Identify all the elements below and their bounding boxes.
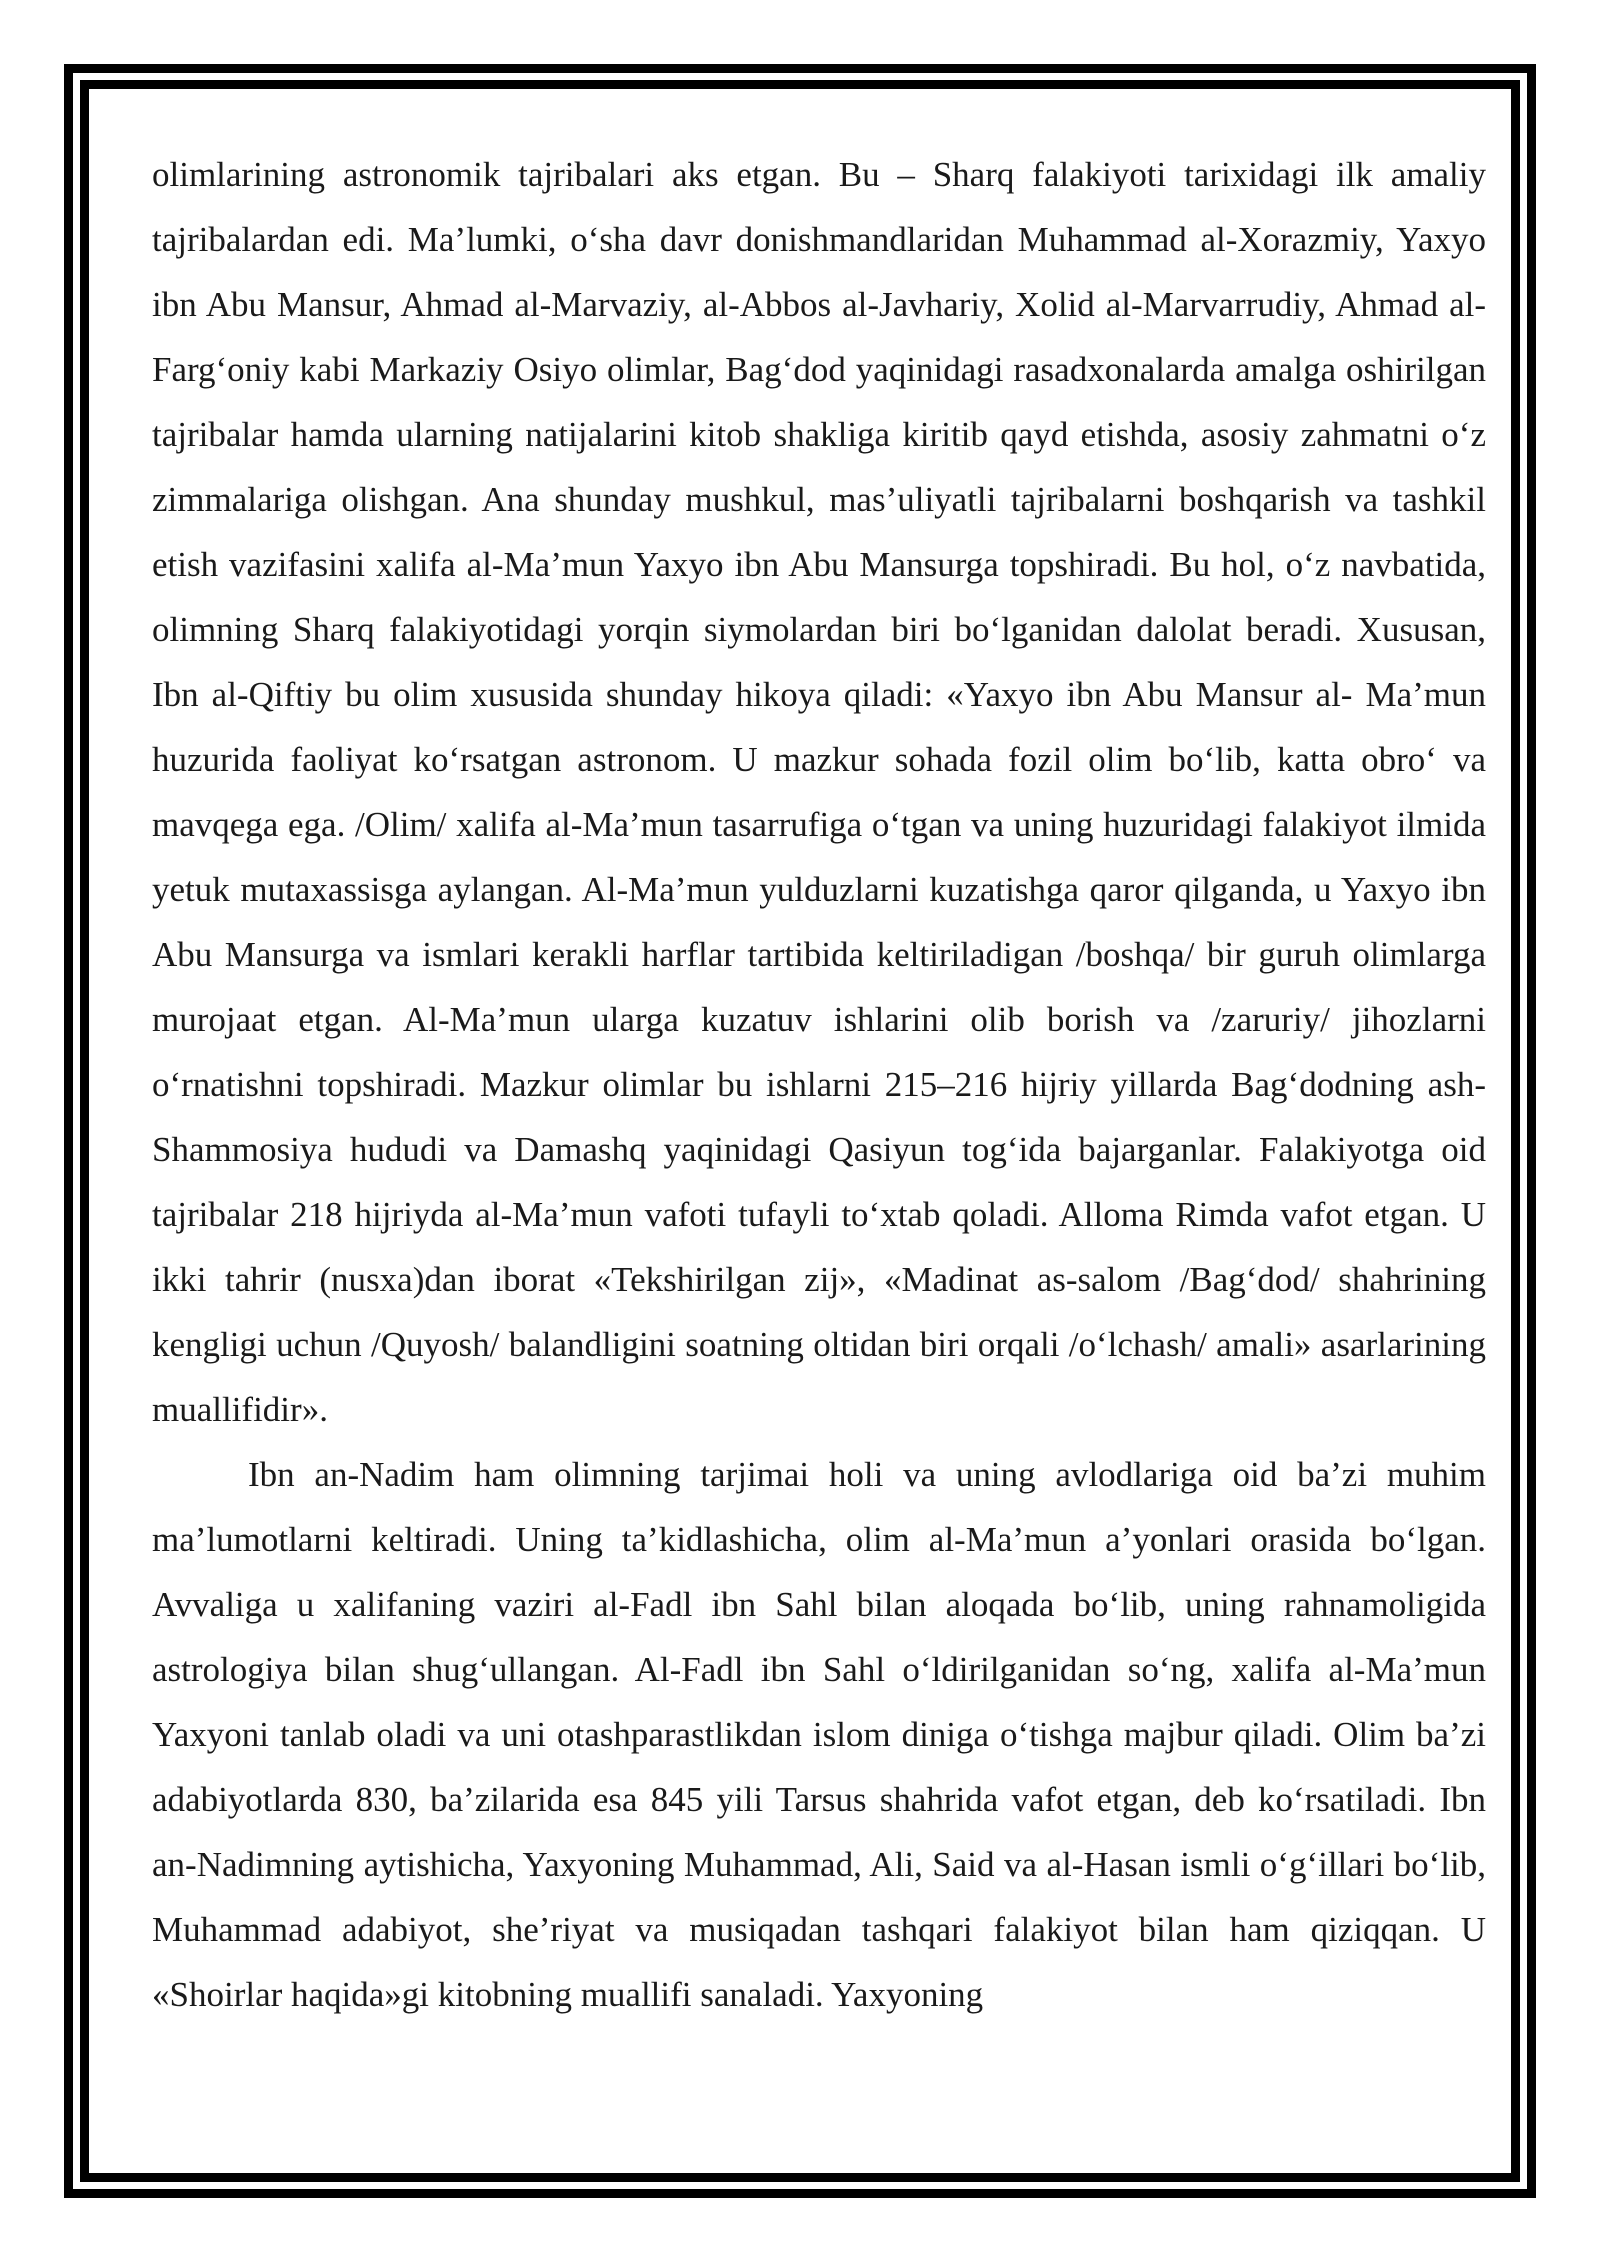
paragraph-1: olimlarining astronomik tajribalari aks etgan. Bu – Sharq falakiyoti tarixidagi ilk amaliy tajribalardan edi. Ma’lumki, o‘sha davr donishmandlaridan Muhammad al-Xorazmiy, Yaxyo ibn Abu Mansur, Ahmad al-Marvaziy, al-Abbos al-Javhariy, Xolid al-Marvarrudiy, Ahmad al-Farg‘oniy kabi Markaziy Osiyo olimlar, Bag‘dod yaqinidagi rasadxonalarda amalga oshirilgan tajribalar hamda ularning natijalarini kitob shakliga kiritib qayd etishda, asosiy zahmatni o‘z zimmalariga olishgan. Ana shunday mushkul, mas’uliyatli tajribalarni boshqarish va tashkil etish vazifasini xalifa al-Ma’mun Yaxyo ibn Abu Mansurga topshiradi. Bu hol, o‘z navbatida, olimning Sharq falakiyotidagi yorqin siymolardan biri bo‘lganidan dalolat beradi. Xususan, Ibn al-Qiftiy bu olim xususida shunday hikoya qiladi: «Yaxyo ibn Abu Mansur al- Ma’mun huzurida faoliyat ko‘rsatgan astronom. U mazkur sohada fozil olim bo‘lib, katta obro‘ va mavqega ega. /Olim/ xalifa al-Ma’mun tasarrufiga o‘tgan va uning huzuridagi falakiyot ilmida yetuk mutaxassisga aylangan. Al-Ma’mun yulduzlarni kuzatishga qaror qilganda, u Yaxyo ibn Abu Mansurga va ismlari kerakli harflar tartibida keltiriladigan /boshqa/ bir guruh olimlarga murojaat etgan. Al-Ma’mun ularga kuzatuv ishlarini olib borish va /zaruriy/ jihozlarni o‘rnatishni topshiradi. Mazkur olimlar bu ishlarni 215–216 hijriy yillarda Bag‘dodning ash-Shammosiya hududi va Damashq yaqinidagi Qasiyun tog‘ida bajarganlar. Falakiyotga oid tajribalar 218 hijriyda al-Ma’mun vafoti tufayli to‘xtab qoladi. Alloma Rimda vafot etgan. U ikki tahrir (nusxa)dan iborat «Tekshirilgan zij», «Madinat as-salom /Bag‘dod/ shahrining kengligi uchun /Quyosh/ balandligini soatning oltidan biri orqali /o‘lchash/ amali» asarlarining muallifidir».	[152, 155, 1486, 1429]
document-body	[152, 142, 1486, 2027]
paragraph-2: Ibn an-Nadim ham olimning tarjimai holi va uning avlodlariga oid ba’zi muhim ma’lumotlarni keltiradi. Uning ta’kidlashicha, olim al-Ma’mun a’yonlari orasida bo‘lgan. Avvaliga u xalifaning vaziri al-Fadl ibn Sahl bilan aloqada bo‘lib, uning rahnamoligida astrologiya bilan shug‘ullangan. Al-Fadl ibn Sahl o‘ldirilganidan so‘ng, xalifa al-Ma’mun Yaxyoni tanlab oladi va uni otashparastlikdan islom diniga o‘tishga majbur qiladi. Olim ba’zi adabiyotlarda 830, ba’zilarida esa 845 yili Tarsus shahrida vafot etgan, deb ko‘rsatiladi. Ibn an-Nadimning aytishicha, Yaxyoning Muhammad, Ali, Said va al-Hasan ismli o‘g‘illari bo‘lib, Muhammad adabiyot, she’riyat va musiqadan tashqari falakiyot bilan ham qiziqqan. U «Shoirlar haqida»gi kitobning muallifi sanaladi. Yaxyoning	[152, 1455, 1486, 2014]
